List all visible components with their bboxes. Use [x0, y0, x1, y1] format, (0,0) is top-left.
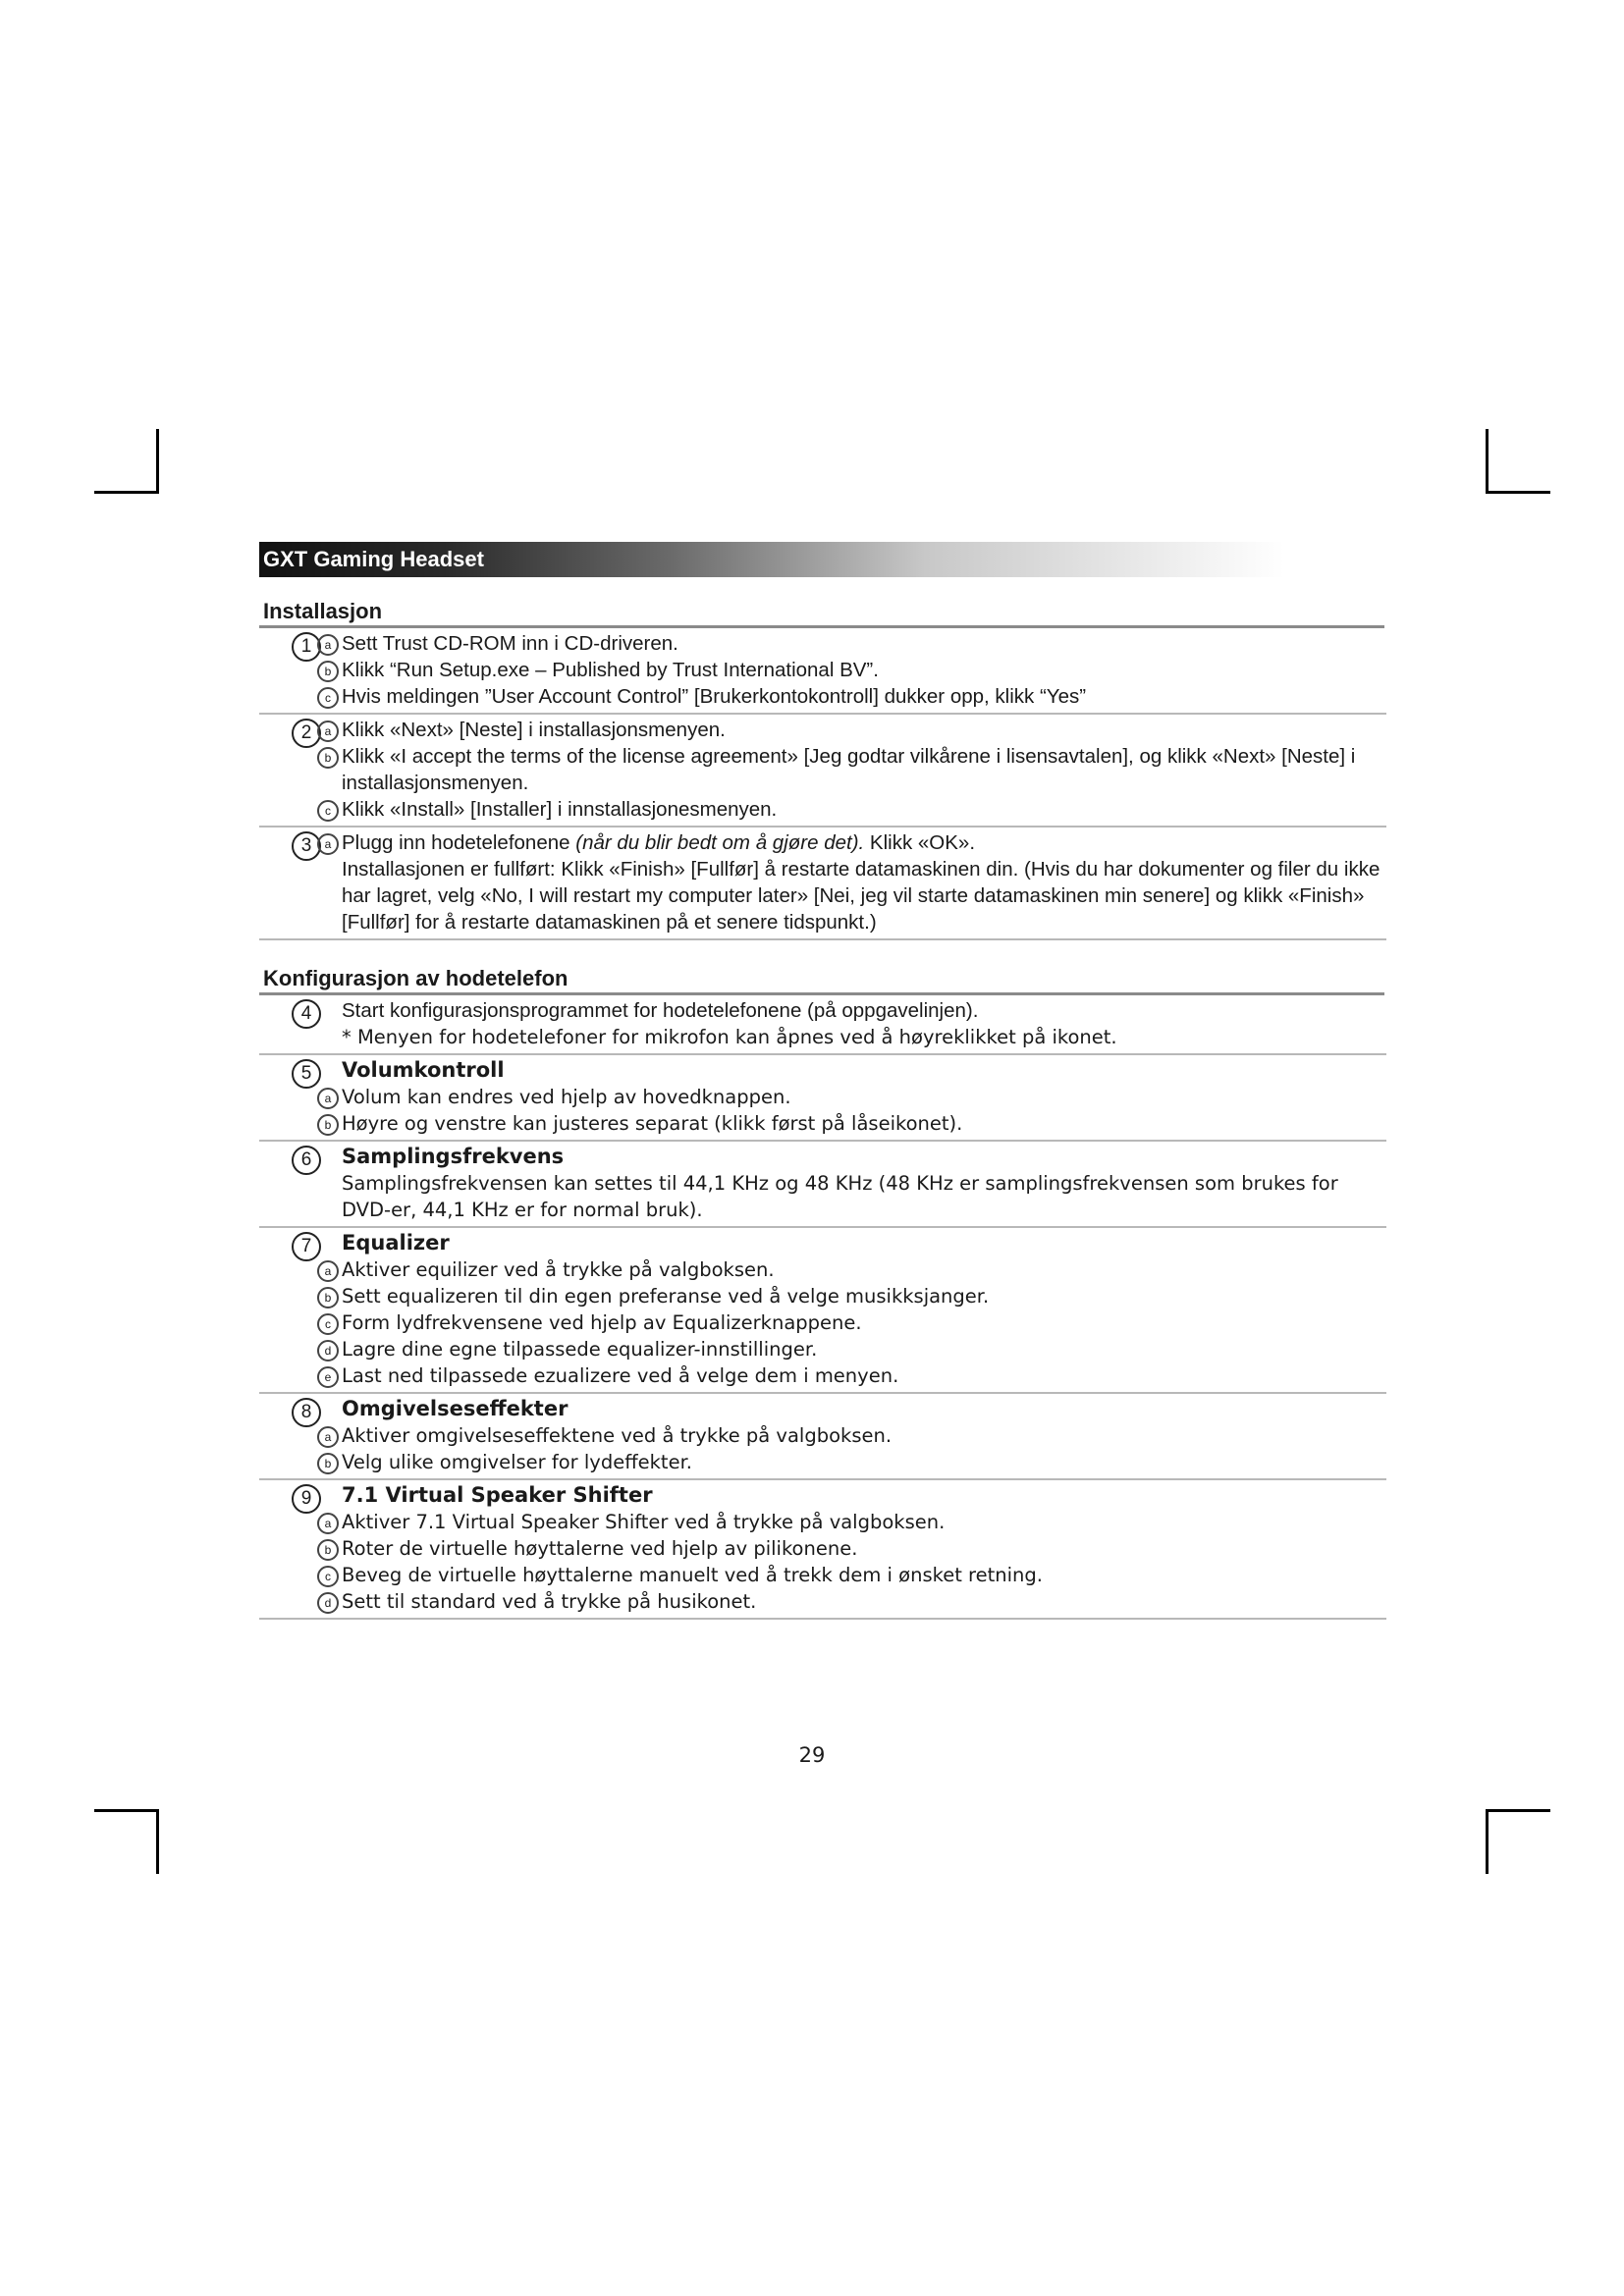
step-6: 6 Samplingsfrekvens Samplingsfrekvensen kan settes til 44,1 KHz og 48 KHz (48 KHz er samplingsfrekvensen som brukes for DVD-er, 44,1 KHz er for normal bruk). [259, 1142, 1386, 1228]
letter-a-icon: a [317, 1426, 339, 1448]
document-title-bar [259, 542, 1284, 577]
letter-d-icon: d [317, 1592, 339, 1614]
crop-mark-top-right-v [1486, 429, 1489, 494]
step-number-badge: 9 [292, 1484, 321, 1514]
step-item: c Klikk «Install» [Installer] i innstallasjonesmenyen. [316, 796, 1386, 823]
step-title: Equalizer [342, 1231, 450, 1255]
letter-b-icon: b [317, 1539, 339, 1561]
letter-b-icon: b [317, 661, 339, 682]
step-item: c Hvis meldingen ”User Account Control” [Brukerkontokontroll] dukker opp, klikk “Yes” [316, 683, 1386, 710]
letter-c-icon: c [317, 800, 339, 822]
step-number-badge: 8 [292, 1398, 321, 1427]
step-item: a Plugg inn hodetelefonene (når du blir bedt om å gjøre det). Klikk «OK». [316, 829, 1386, 856]
step-4: 4 Start konfigurasjonsprogrammet for hodetelefonene (på oppgavelinjen). * Menyen for hodetelefoner for mikrofon kan åpnes ved å høyreklikket på ikonet. [259, 995, 1386, 1055]
step-number-badge: 5 [292, 1059, 321, 1089]
installation-heading: Installasjon [263, 599, 383, 623]
letter-b-icon: b [317, 1453, 339, 1474]
step-number-badge: 6 [292, 1146, 321, 1175]
letter-a-icon: a [317, 1088, 339, 1109]
letter-a-icon: a [317, 1513, 339, 1534]
step-item: a Sett Trust CD-ROM inn i CD-driveren. [316, 630, 1386, 657]
step-item: a Klikk «Next» [Neste] i installasjonsmenyen. [316, 717, 1386, 743]
letter-b-icon: b [317, 747, 339, 769]
step-5 [259, 1055, 1386, 1142]
step-item: c Form lydfrekvensene ved hjelp av Equalizerknappene. [316, 1309, 1386, 1336]
letter-c-icon: c [317, 1566, 339, 1587]
crop-mark-bottom-left-v [156, 1809, 159, 1874]
letter-c-icon: c [317, 1313, 339, 1335]
step-9 [259, 1480, 1386, 1620]
letter-a-icon: a [317, 634, 339, 656]
install-complete-note: Installasjonen er fullført: Klikk «Finish» [Fullfør] å restarte datamaskinen din. (Hvis du har dokumenter og filer du ikke har lagret, velg «No, I will restart my computer later» [Nei, jeg vil starte datamaskinen min senere] og klikk «Finish» [Fullfør] for å restarte datamaskinen på et senere tidspunkt.) [342, 858, 1380, 934]
letter-b-icon: b [317, 1287, 339, 1308]
step-title: 7.1 Virtual Speaker Shifter [342, 1483, 653, 1507]
step-7 [259, 1228, 1386, 1394]
step-number-badge: 7 [292, 1232, 321, 1261]
crop-mark-bottom-left-h [94, 1809, 159, 1812]
letter-a-icon: a [317, 833, 339, 855]
step-item: e Last ned tilpassede ezualizere ved å velge dem i menyen. [316, 1362, 1386, 1389]
configuration-heading: Konfigurasjon av hodetelefon [263, 966, 568, 990]
step-item: a Aktiver 7.1 Virtual Speaker Shifter ved å trykke på valgboksen. [316, 1509, 1386, 1535]
crop-mark-bottom-right-h [1486, 1809, 1550, 1812]
letter-e-icon: e [317, 1366, 339, 1388]
step-2 [259, 715, 1386, 828]
crop-mark-top-left-h [94, 491, 159, 494]
step-item: a Aktiver equilizer ved å trykke på valgboksen. [316, 1256, 1386, 1283]
step-3 [259, 828, 1386, 940]
installation-section [259, 599, 1386, 940]
crop-mark-top-right-h [1486, 491, 1550, 494]
step-item: b Klikk «I accept the terms of the license agreement» [Jeg godtar vilkårene i lisensavtalen], og klikk «Next» [Neste] i installasjonsmenyen. [316, 743, 1386, 796]
step-item: b Velg ulike omgivelser for lydeffekter. [316, 1449, 1386, 1475]
letter-c-icon: c [317, 687, 339, 709]
step-number-badge: 1 [292, 632, 321, 662]
step-item: d Lagre dine egne tilpassede equalizer-innstillinger. [316, 1336, 1386, 1362]
step-item: b Klikk “Run Setup.exe – Published by Trust International BV”. [316, 657, 1386, 683]
crop-mark-bottom-right-v [1486, 1809, 1489, 1874]
step-8 [259, 1394, 1386, 1480]
crop-mark-top-left-v [156, 429, 159, 494]
document-title: GXT Gaming Headset [263, 547, 484, 571]
step-item: b Roter de virtuelle høyttalerne ved hjelp av pilikonene. [316, 1535, 1386, 1562]
step-item: b Sett equalizeren til din egen preferanse ved å velge musikksjanger. [316, 1283, 1386, 1309]
step-item: b Høyre og venstre kan justeres separat (klikk først på låseikonet). [316, 1110, 1386, 1137]
configuration-section [259, 966, 1386, 1620]
step-number-badge: 2 [292, 719, 321, 748]
step-item: a Aktiver omgivelseseffektene ved å trykke på valgboksen. [316, 1422, 1386, 1449]
step-item: d Sett til standard ved å trykke på husikonet. [316, 1588, 1386, 1615]
step-item: a Volum kan endres ved hjelp av hovedknappen. [316, 1084, 1386, 1110]
letter-a-icon: a [317, 1260, 339, 1282]
step-number-badge: 3 [292, 831, 321, 861]
step-number-badge: 4 [292, 999, 321, 1029]
step-1 [259, 628, 1386, 715]
page-number: 29 [798, 1743, 826, 1767]
letter-a-icon: a [317, 721, 339, 742]
step-title: Volumkontroll [342, 1058, 505, 1082]
manual-content [259, 542, 1386, 1620]
step-item: c Beveg de virtuelle høyttalerne manuelt ved å trekk dem i ønsket retning. [316, 1562, 1386, 1588]
step-title: Samplingsfrekvens [342, 1145, 565, 1168]
letter-d-icon: d [317, 1340, 339, 1362]
step-title: Omgivelseseffekter [342, 1397, 568, 1420]
letter-b-icon: b [317, 1114, 339, 1136]
